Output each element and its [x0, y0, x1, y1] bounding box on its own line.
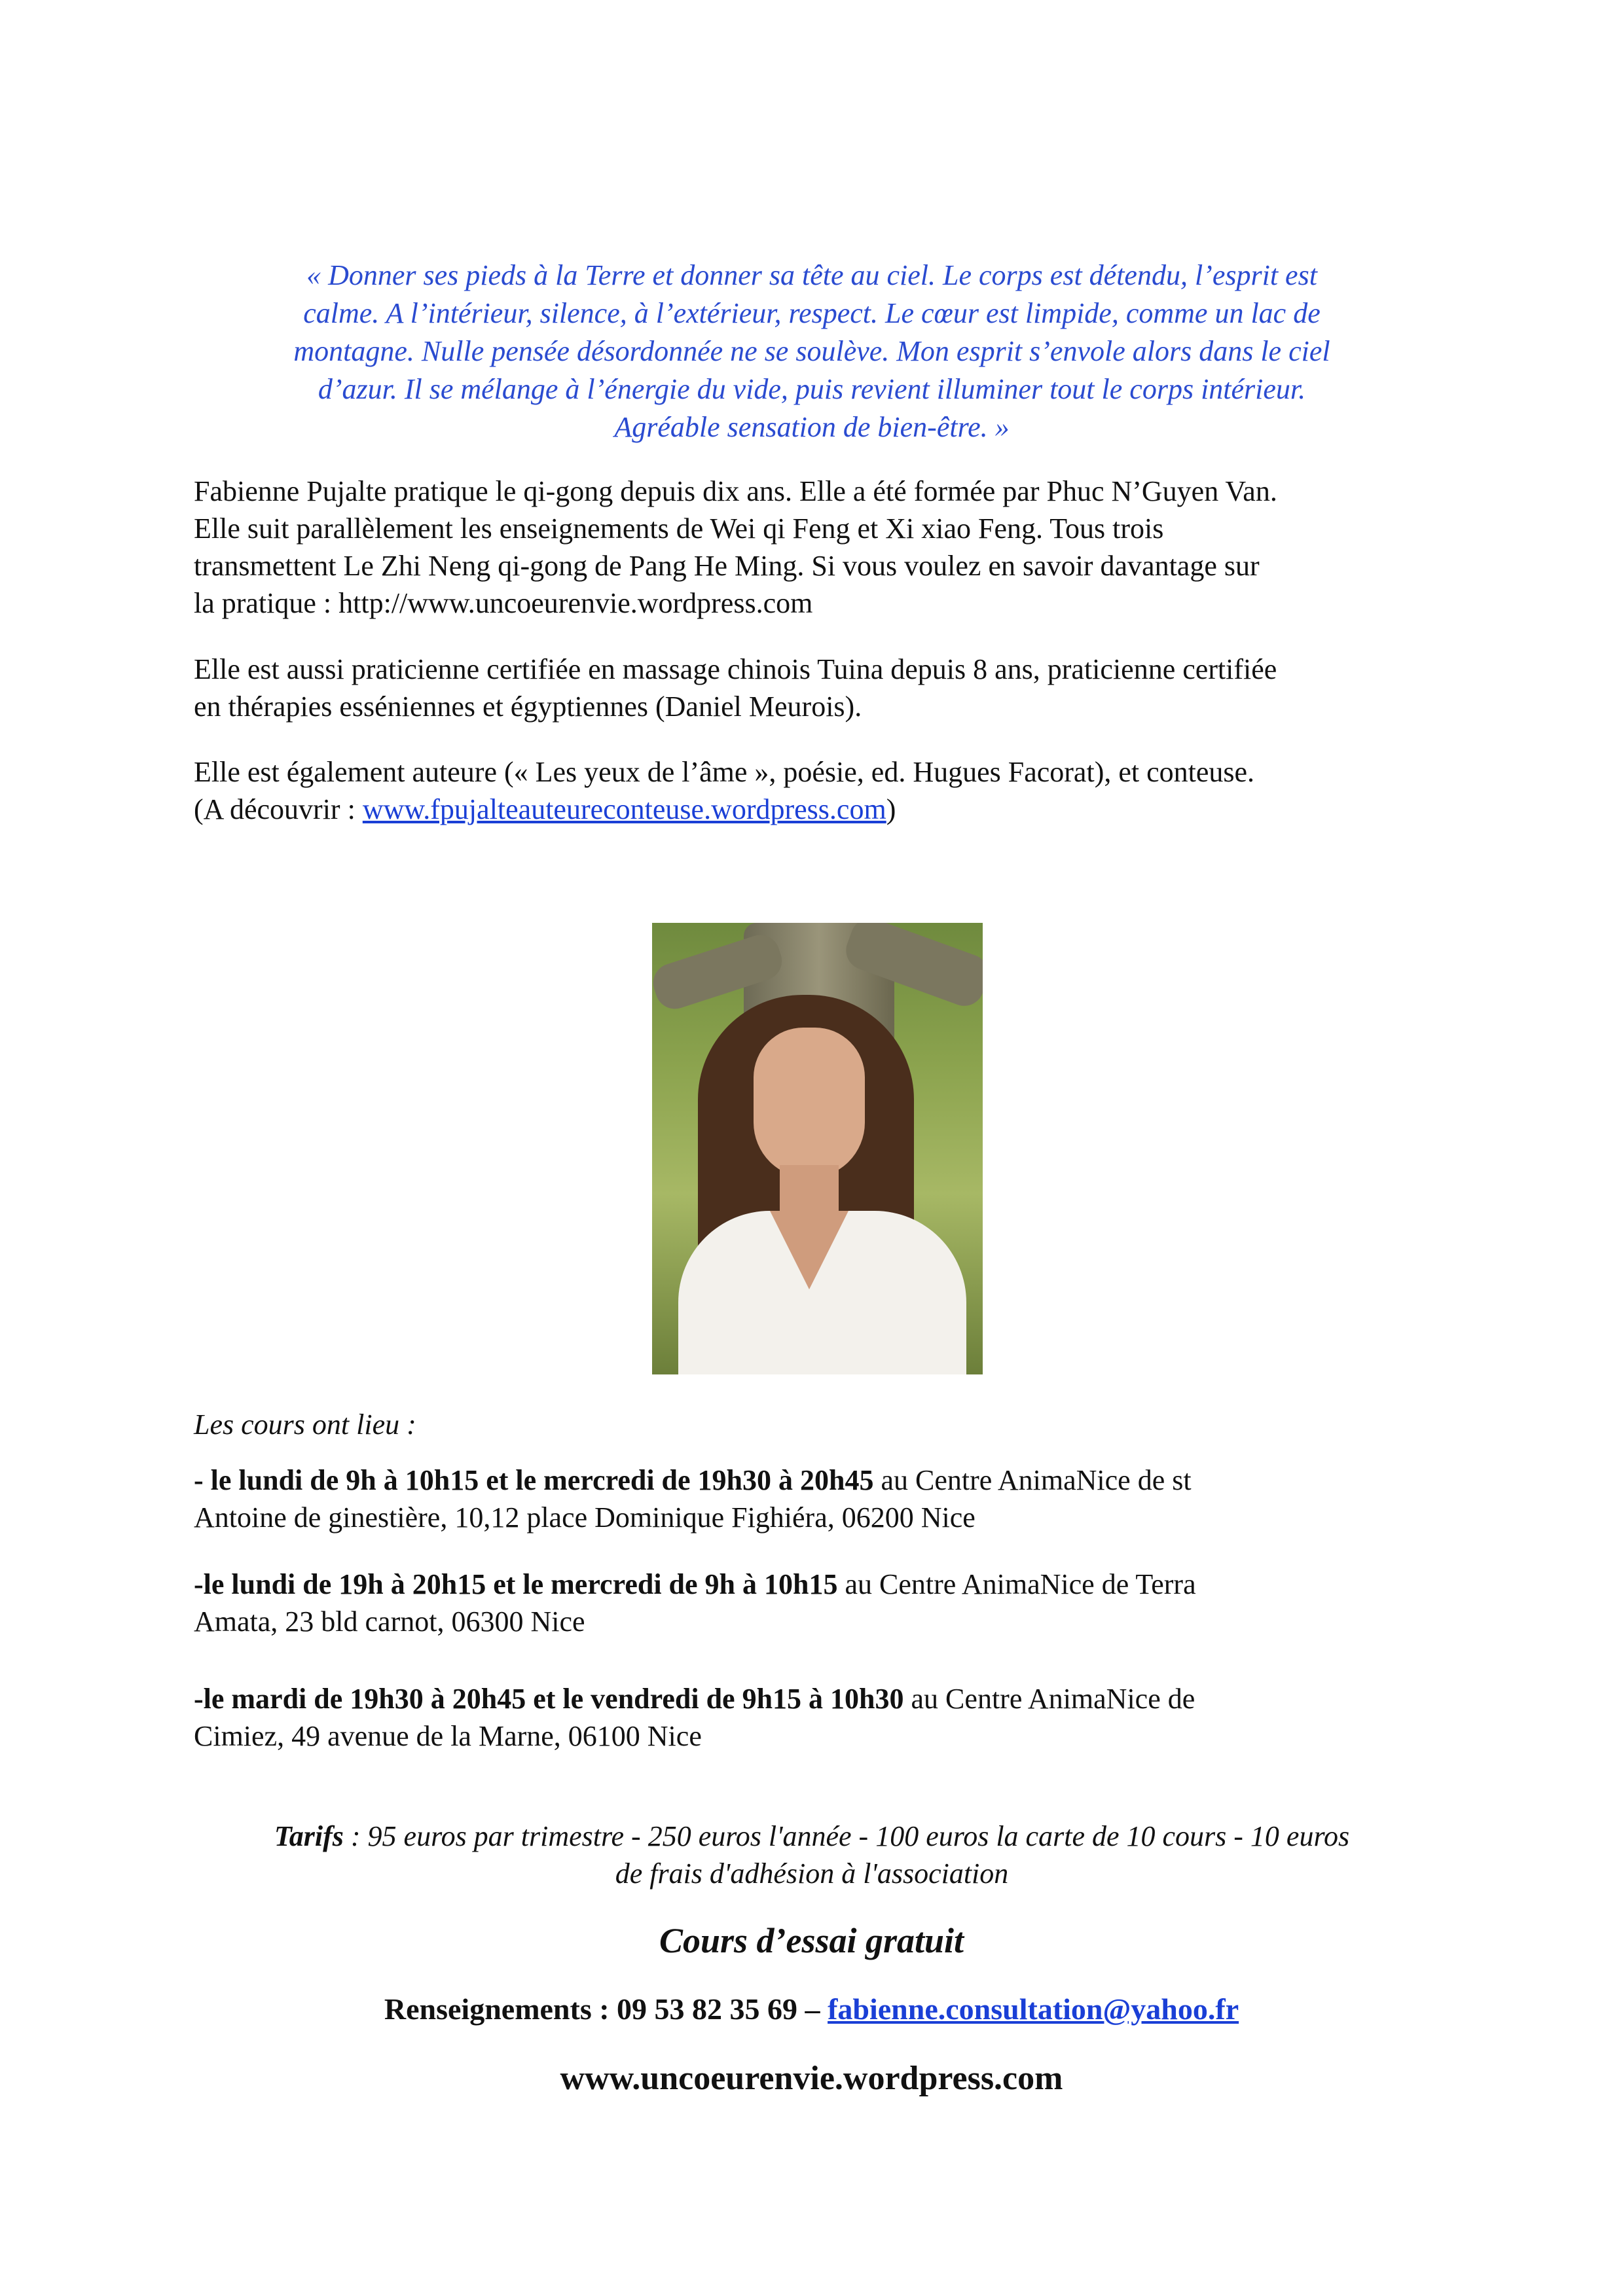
author-site-link[interactable]: www.fpujalteauteureconteuse.wordpress.com	[362, 793, 886, 825]
text-line: Antoine de ginestière, 10,12 place Dominique Fighiéra, 06200 Nice	[194, 1501, 976, 1534]
text-line	[194, 1462, 1457, 1499]
text-line: transmettent Le Zhi Neng qi-gong de Pang He Ming. Si vous voulez en savoir davantage sur	[194, 550, 1260, 582]
quote-line: « Donner ses pieds à la Terre et donner sa tête au ciel. Le corps est détendu, l’esprit est	[306, 259, 1317, 291]
text-line: Elle est aussi praticienne certifiée en massage chinois Tuina depuis 8 ans, praticienne certifiée	[194, 653, 1277, 685]
schedule-place: au Centre AnimaNice de Terra	[837, 1568, 1196, 1600]
quote-line: d’azur. Il se mélange à l’énergie du vide, puis revient illuminer tout le corps intérieur.	[318, 373, 1306, 405]
pricing	[194, 1818, 1430, 1892]
opening-quote	[194, 257, 1430, 446]
schedule-item	[194, 1462, 1457, 1536]
face	[754, 1028, 865, 1178]
website-url[interactable]: www.uncoeurenvie.wordpress.com	[560, 2060, 1063, 2097]
schedule-item	[194, 1566, 1457, 1640]
bio-paragraph-2	[194, 651, 1457, 725]
schedule-place: au Centre AnimaNice de	[903, 1683, 1195, 1715]
text-line: Amata, 23 bld carnot, 06300 Nice	[194, 1605, 585, 1638]
quote-line: calme. A l’intérieur, silence, à l’extérieur, respect. Le cœur est limpide, comme un lac de	[303, 297, 1321, 329]
text-line: Cimiez, 49 avenue de la Marne, 06100 Nice	[194, 1720, 702, 1752]
text-line	[194, 791, 1457, 828]
quote-line: Agréable sensation de bien-être. »	[614, 411, 1010, 443]
text-line: Fabienne Pujalte pratique le qi-gong depuis dix ans. Elle a été formée par Phuc N’Guyen Van.	[194, 475, 1277, 507]
free-trial-heading: Cours d’essai gratuit	[659, 1921, 964, 1960]
schedule-days: -le mardi de 19h30 à 20h45 et le vendredi de 9h15 à 10h30	[194, 1683, 904, 1715]
text-line	[194, 1680, 1457, 1717]
neckline	[770, 1211, 848, 1289]
schedule-heading: Les cours ont lieu :	[194, 1408, 416, 1441]
text-line	[194, 1818, 1430, 1855]
email-link[interactable]: fabienne.consultation@yahoo.fr	[828, 1992, 1239, 2026]
quote-line: montagne. Nulle pensée désordonnée ne se soulève. Mon esprit s’envole alors dans le ciel	[293, 335, 1330, 367]
text-line: Elle suit parallèlement les enseignements de Wei qi Feng et Xi xiao Feng. Tous trois	[194, 512, 1164, 545]
portrait-photo	[652, 923, 983, 1374]
link-suffix: )	[886, 793, 896, 825]
text-line: la pratique : http://www.uncoeurenvie.wordpress.com	[194, 587, 813, 619]
pricing-label: Tarifs	[274, 1820, 344, 1852]
text-line: en thérapies esséniennes et égyptiennes (Daniel Meurois).	[194, 691, 862, 723]
bio-paragraph-3	[194, 753, 1457, 828]
text-line	[194, 1566, 1457, 1603]
pricing-text: : 95 euros par trimestre - 250 euros l'année - 100 euros la carte de 10 cours - 10 euros	[343, 1820, 1350, 1852]
contact-line	[0, 1990, 1623, 2029]
contact-prefix: Renseignements : 09 53 82 35 69 –	[384, 1992, 828, 2026]
bio-paragraph-1	[194, 473, 1457, 622]
schedule-days: - le lundi de 9h à 10h15 et le mercredi de 19h30 à 20h45	[194, 1464, 874, 1496]
text-line: de frais d'adhésion à l'association	[615, 1857, 1009, 1890]
link-prefix: (A découvrir :	[194, 793, 363, 825]
schedule-item	[194, 1680, 1457, 1755]
schedule-days: -le lundi de 19h à 20h15 et le mercredi de 9h à 10h15	[194, 1568, 838, 1600]
schedule-place: au Centre AnimaNice de st	[873, 1464, 1192, 1496]
text-line: Elle est également auteure (« Les yeux de l’âme », poésie, ed. Hugues Facorat), et conteuse.	[194, 756, 1255, 788]
